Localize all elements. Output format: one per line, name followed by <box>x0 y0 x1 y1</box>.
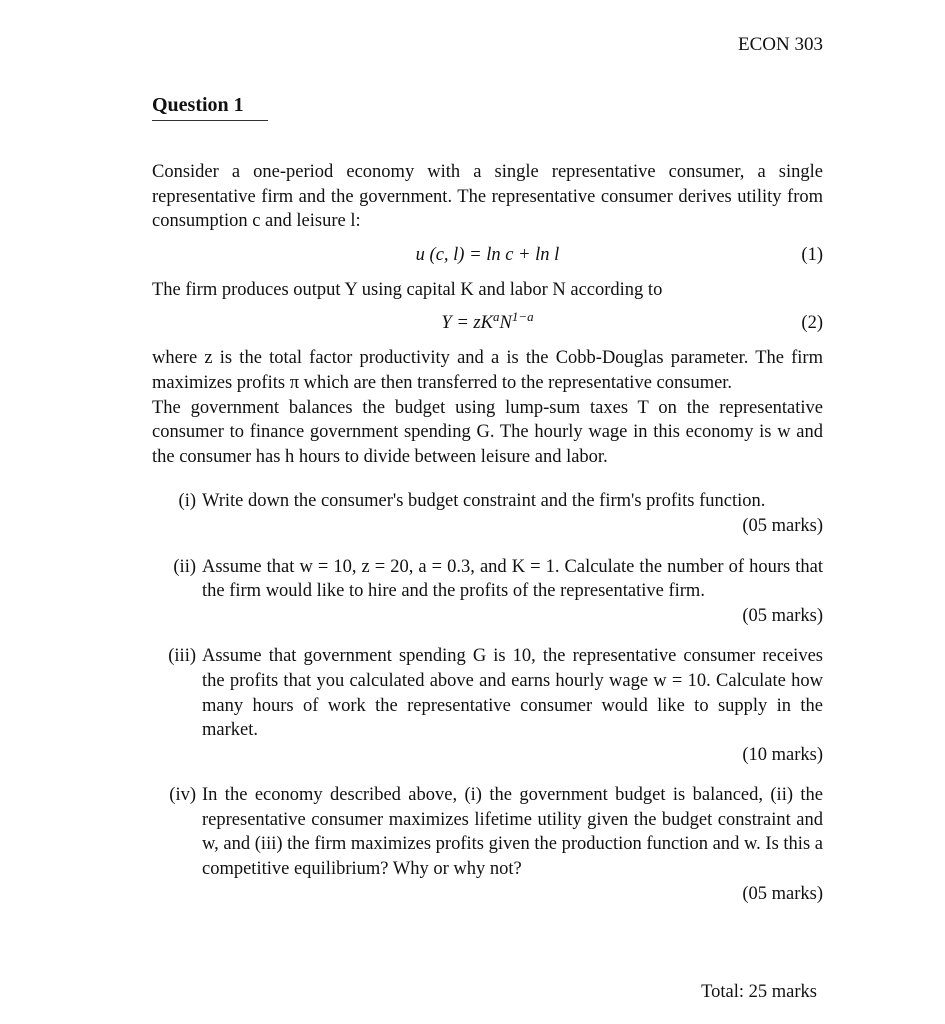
utility-equation: u (c, l) = ln c + ln l <box>415 244 560 265</box>
question-body <box>152 160 823 922</box>
part-text: Assume that w = 10, z = 20, a = 0.3, and K = 1. Calculate the number of hours that the firm would like to hire and the profits of the representative firm. <box>202 556 823 602</box>
part-marks: (05 marks) <box>742 605 823 626</box>
exponent-one-minus-a: 1−a <box>511 309 534 325</box>
equation-number-1: (1) <box>801 244 823 265</box>
part-marks: (10 marks) <box>742 744 823 765</box>
part-text: Write down the consumer's budget constraint and the firm's profits function. <box>202 491 766 512</box>
intro-paragraph-1: Consider a one-period economy with a single representative consumer, a single representative firm and the government. The representative consumer derives utility from consumption c and leisure l: <box>152 162 823 232</box>
part-iv <box>152 783 823 906</box>
question-parts <box>152 489 823 906</box>
part-marks: (05 marks) <box>742 515 823 536</box>
part-label: (i) <box>178 491 196 512</box>
part-label: (iv) <box>169 785 196 806</box>
equation-2 <box>152 311 823 337</box>
production-equation-lhs: Y = zK <box>441 313 493 334</box>
total-marks: Total: 25 marks <box>701 982 817 1002</box>
part-i <box>152 489 823 538</box>
course-code: ECON 303 <box>738 34 823 55</box>
exponent-a: a <box>492 309 500 325</box>
part-iii <box>152 644 823 767</box>
intro-paragraph-4: The government balances the budget using lump-sum taxes T on the representative consumer to finance government spending G. The hourly wage in this economy is w and the consumer has h hours to divide between leisure and labor. <box>152 397 823 467</box>
part-ii <box>152 555 823 629</box>
part-marks: (05 marks) <box>742 883 823 904</box>
part-text: In the economy described above, (i) the government budget is balanced, (ii) the representative consumer maximizes lifetime utility given the budget constraint and w, and (iii) the firm maximizes profits given the production function and w. Is this a competitive equilibrium? Why or why not? <box>202 785 823 880</box>
equation-number-2: (2) <box>801 313 823 334</box>
production-equation-n: N <box>499 313 512 334</box>
part-text: Assume that government spending G is 10, the representative consumer receives the profits that you calculated above and earns hourly wage w = 10. Calculate how many hours of work the representative consumer would like to supply in the market. <box>202 646 823 741</box>
part-label: (iii) <box>168 646 196 667</box>
intro-paragraph-3: where z is the total factor productivity and a is the Cobb-Douglas parameter. The firm maximizes profits π which are then transferred to the representative consumer. <box>152 348 823 393</box>
part-label: (ii) <box>173 556 196 577</box>
equation-1 <box>152 243 823 269</box>
intro-paragraph-2: The firm produces output Y using capital K and labor N according to <box>152 279 663 300</box>
question-title: Question 1 <box>152 94 268 121</box>
